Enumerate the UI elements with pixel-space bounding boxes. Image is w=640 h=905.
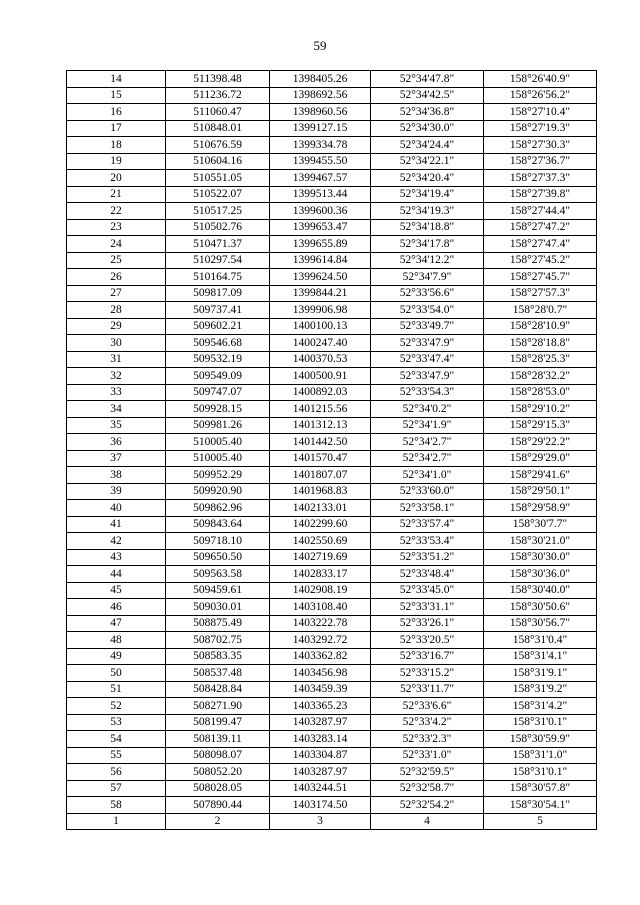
latitude-cell: 52°33'2.3" — [371, 731, 484, 748]
point-number-cell: 51 — [67, 681, 166, 698]
longitude-cell: 158°29'15.3" — [484, 417, 597, 434]
longitude-cell: 158°27'10.4" — [484, 104, 597, 121]
latitude-cell: 52°33'4.2" — [371, 714, 484, 731]
x-coordinate-cell: 509546.68 — [166, 335, 270, 352]
longitude-cell: 158°27'36.7" — [484, 153, 597, 170]
y-coordinate-cell: 1399467.57 — [270, 170, 371, 187]
y-coordinate-cell: 1403304.87 — [270, 747, 371, 764]
longitude-cell: 158°27'39.8" — [484, 186, 597, 203]
latitude-cell: 52°33'20.5" — [371, 632, 484, 649]
point-number-cell: 43 — [67, 549, 166, 566]
point-number-cell: 42 — [67, 533, 166, 550]
y-coordinate-cell: 1402133.01 — [270, 500, 371, 517]
column-number: 3 — [270, 813, 371, 830]
y-coordinate-cell: 1403287.97 — [270, 714, 371, 731]
longitude-cell: 158°30'50.6" — [484, 599, 597, 616]
y-coordinate-cell: 1399127.15 — [270, 120, 371, 137]
point-number-cell: 20 — [67, 170, 166, 187]
y-coordinate-cell: 1402299.60 — [270, 516, 371, 533]
y-coordinate-cell: 1400370.53 — [270, 351, 371, 368]
y-coordinate-cell: 1399844.21 — [270, 285, 371, 302]
point-number-cell: 47 — [67, 615, 166, 632]
y-coordinate-cell: 1398692.56 — [270, 87, 371, 104]
latitude-cell: 52°33'31.1" — [371, 599, 484, 616]
longitude-cell: 158°30'54.1" — [484, 797, 597, 814]
point-number-cell: 40 — [67, 500, 166, 517]
table-row — [67, 335, 597, 352]
latitude-cell: 52°33'47.9" — [371, 368, 484, 385]
point-number-cell: 14 — [67, 71, 166, 88]
x-coordinate-cell: 510005.40 — [166, 434, 270, 451]
y-coordinate-cell: 1403292.72 — [270, 632, 371, 649]
table-row — [67, 302, 597, 319]
x-coordinate-cell: 508428.84 — [166, 681, 270, 698]
x-coordinate-cell: 508028.05 — [166, 780, 270, 797]
point-number-cell: 19 — [67, 153, 166, 170]
table-row — [67, 120, 597, 137]
y-coordinate-cell: 1403362.82 — [270, 648, 371, 665]
latitude-cell: 52°33'48.4" — [371, 566, 484, 583]
x-coordinate-cell: 508199.47 — [166, 714, 270, 731]
latitude-cell: 52°34'22.1" — [371, 153, 484, 170]
table-row — [67, 566, 597, 583]
table-row — [67, 648, 597, 665]
y-coordinate-cell: 1400247.40 — [270, 335, 371, 352]
latitude-cell: 52°33'45.0" — [371, 582, 484, 599]
latitude-cell: 52°33'6.6" — [371, 698, 484, 715]
column-number: 5 — [484, 813, 597, 830]
y-coordinate-cell: 1403283.14 — [270, 731, 371, 748]
x-coordinate-cell: 509952.29 — [166, 467, 270, 484]
x-coordinate-cell: 510297.54 — [166, 252, 270, 269]
x-coordinate-cell: 509030.01 — [166, 599, 270, 616]
x-coordinate-cell: 508875.49 — [166, 615, 270, 632]
longitude-cell: 158°27'30.3" — [484, 137, 597, 154]
table-row — [67, 269, 597, 286]
longitude-cell: 158°31'0.4" — [484, 632, 597, 649]
point-number-cell: 15 — [67, 87, 166, 104]
x-coordinate-cell: 511236.72 — [166, 87, 270, 104]
longitude-cell: 158°30'56.7" — [484, 615, 597, 632]
table-row — [67, 368, 597, 385]
latitude-cell: 52°34'0.2" — [371, 401, 484, 418]
table-row — [67, 384, 597, 401]
longitude-cell: 158°29'41.6" — [484, 467, 597, 484]
table-row — [67, 351, 597, 368]
x-coordinate-cell: 509737.41 — [166, 302, 270, 319]
y-coordinate-cell: 1399653.47 — [270, 219, 371, 236]
point-number-cell: 36 — [67, 434, 166, 451]
table-row — [67, 632, 597, 649]
point-number-cell: 52 — [67, 698, 166, 715]
table-row — [67, 533, 597, 550]
y-coordinate-cell: 1403287.97 — [270, 764, 371, 781]
x-coordinate-cell: 508098.07 — [166, 747, 270, 764]
point-number-cell: 58 — [67, 797, 166, 814]
x-coordinate-cell: 508139.11 — [166, 731, 270, 748]
point-number-cell: 33 — [67, 384, 166, 401]
latitude-cell: 52°33'53.4" — [371, 533, 484, 550]
table-row — [67, 153, 597, 170]
table-row — [67, 401, 597, 418]
x-coordinate-cell: 510551.05 — [166, 170, 270, 187]
longitude-cell: 158°28'25.3" — [484, 351, 597, 368]
longitude-cell: 158°31'1.0" — [484, 747, 597, 764]
x-coordinate-cell: 510604.16 — [166, 153, 270, 170]
point-number-cell: 25 — [67, 252, 166, 269]
x-coordinate-cell: 511398.48 — [166, 71, 270, 88]
longitude-cell: 158°30'21.0" — [484, 533, 597, 550]
point-number-cell: 57 — [67, 780, 166, 797]
latitude-cell: 52°34'19.3" — [371, 203, 484, 220]
point-number-cell: 22 — [67, 203, 166, 220]
table-row — [67, 104, 597, 121]
x-coordinate-cell: 509459.61 — [166, 582, 270, 599]
longitude-cell: 158°29'22.2" — [484, 434, 597, 451]
point-number-cell: 46 — [67, 599, 166, 616]
x-coordinate-cell: 509747.07 — [166, 384, 270, 401]
longitude-cell: 158°27'45.2" — [484, 252, 597, 269]
latitude-cell: 52°33'47.4" — [371, 351, 484, 368]
coordinates-table — [66, 70, 597, 830]
longitude-cell: 158°26'56.2" — [484, 87, 597, 104]
table-row — [67, 137, 597, 154]
point-number-cell: 37 — [67, 450, 166, 467]
longitude-cell: 158°30'7.7" — [484, 516, 597, 533]
latitude-cell: 52°34'20.4" — [371, 170, 484, 187]
x-coordinate-cell: 508583.35 — [166, 648, 270, 665]
x-coordinate-cell: 508052.20 — [166, 764, 270, 781]
y-coordinate-cell: 1401807.07 — [270, 467, 371, 484]
x-coordinate-cell: 509817.09 — [166, 285, 270, 302]
point-number-cell: 21 — [67, 186, 166, 203]
point-number-cell: 48 — [67, 632, 166, 649]
longitude-cell: 158°30'59.9" — [484, 731, 597, 748]
longitude-cell: 158°28'10.9" — [484, 318, 597, 335]
point-number-cell: 55 — [67, 747, 166, 764]
latitude-cell: 52°34'1.9" — [371, 417, 484, 434]
table-row — [67, 170, 597, 187]
table-row — [67, 219, 597, 236]
longitude-cell: 158°27'19.3" — [484, 120, 597, 137]
y-coordinate-cell: 1399624.50 — [270, 269, 371, 286]
column-number: 1 — [67, 813, 166, 830]
table-row — [67, 615, 597, 632]
longitude-cell: 158°31'9.1" — [484, 665, 597, 682]
point-number-cell: 24 — [67, 236, 166, 253]
y-coordinate-cell: 1399455.50 — [270, 153, 371, 170]
longitude-cell: 158°31'9.2" — [484, 681, 597, 698]
y-coordinate-cell: 1402833.17 — [270, 566, 371, 583]
x-coordinate-cell: 510502.76 — [166, 219, 270, 236]
latitude-cell: 52°33'56.6" — [371, 285, 484, 302]
x-coordinate-cell: 510005.40 — [166, 450, 270, 467]
longitude-cell: 158°28'0.7" — [484, 302, 597, 319]
point-number-cell: 45 — [67, 582, 166, 599]
latitude-cell: 52°34'1.0" — [371, 467, 484, 484]
latitude-cell: 52°34'47.8" — [371, 71, 484, 88]
table-row — [67, 203, 597, 220]
table-row — [67, 318, 597, 335]
longitude-cell: 158°31'4.2" — [484, 698, 597, 715]
page-number: 59 — [313, 38, 327, 53]
point-number-cell: 16 — [67, 104, 166, 121]
y-coordinate-cell: 1403174.50 — [270, 797, 371, 814]
table-row — [67, 549, 597, 566]
y-coordinate-cell: 1400892.03 — [270, 384, 371, 401]
latitude-cell: 52°33'11.7" — [371, 681, 484, 698]
point-number-cell: 26 — [67, 269, 166, 286]
latitude-cell: 52°34'42.5" — [371, 87, 484, 104]
latitude-cell: 52°34'17.8" — [371, 236, 484, 253]
point-number-cell: 38 — [67, 467, 166, 484]
x-coordinate-cell: 509862.96 — [166, 500, 270, 517]
table-row — [67, 665, 597, 682]
x-coordinate-cell: 509843.64 — [166, 516, 270, 533]
latitude-cell: 52°34'36.8" — [371, 104, 484, 121]
table-row — [67, 450, 597, 467]
longitude-cell: 158°30'36.0" — [484, 566, 597, 583]
point-number-cell: 39 — [67, 483, 166, 500]
latitude-cell: 52°33'16.7" — [371, 648, 484, 665]
table-row — [67, 285, 597, 302]
point-number-cell: 29 — [67, 318, 166, 335]
x-coordinate-cell: 509718.10 — [166, 533, 270, 550]
longitude-cell: 158°31'0.1" — [484, 764, 597, 781]
latitude-cell: 52°34'2.7" — [371, 434, 484, 451]
point-number-cell: 17 — [67, 120, 166, 137]
latitude-cell: 52°33'54.3" — [371, 384, 484, 401]
longitude-cell: 158°31'0.1" — [484, 714, 597, 731]
table-row — [67, 87, 597, 104]
x-coordinate-cell: 508702.75 — [166, 632, 270, 649]
x-coordinate-cell: 510471.37 — [166, 236, 270, 253]
y-coordinate-cell: 1403365.23 — [270, 698, 371, 715]
table-row — [67, 71, 597, 88]
longitude-cell: 158°29'58.9" — [484, 500, 597, 517]
x-coordinate-cell: 509602.21 — [166, 318, 270, 335]
table-row — [67, 186, 597, 203]
longitude-cell: 158°29'50.1" — [484, 483, 597, 500]
x-coordinate-cell: 509928.15 — [166, 401, 270, 418]
table-row — [67, 467, 597, 484]
column-number: 4 — [371, 813, 484, 830]
y-coordinate-cell: 1398405.26 — [270, 71, 371, 88]
column-number: 2 — [166, 813, 270, 830]
x-coordinate-cell: 509981.26 — [166, 417, 270, 434]
table-row — [67, 731, 597, 748]
x-coordinate-cell: 509920.90 — [166, 483, 270, 500]
table-row — [67, 747, 597, 764]
x-coordinate-cell: 510848.01 — [166, 120, 270, 137]
table-row — [67, 483, 597, 500]
latitude-cell: 52°33'15.2" — [371, 665, 484, 682]
point-number-cell: 50 — [67, 665, 166, 682]
x-coordinate-cell: 508537.48 — [166, 665, 270, 682]
latitude-cell: 52°33'1.0" — [371, 747, 484, 764]
y-coordinate-cell: 1399655.89 — [270, 236, 371, 253]
longitude-cell: 158°27'37.3" — [484, 170, 597, 187]
y-coordinate-cell: 1399513.44 — [270, 186, 371, 203]
table-row — [67, 434, 597, 451]
latitude-cell: 52°34'24.4" — [371, 137, 484, 154]
latitude-cell: 52°34'2.7" — [371, 450, 484, 467]
y-coordinate-cell: 1403108.40 — [270, 599, 371, 616]
latitude-cell: 52°32'54.2" — [371, 797, 484, 814]
point-number-cell: 41 — [67, 516, 166, 533]
latitude-cell: 52°33'58.1" — [371, 500, 484, 517]
longitude-cell: 158°27'47.2" — [484, 219, 597, 236]
latitude-cell: 52°33'47.9" — [371, 335, 484, 352]
latitude-cell: 52°34'30.0" — [371, 120, 484, 137]
y-coordinate-cell: 1401570.47 — [270, 450, 371, 467]
latitude-cell: 52°34'7.9" — [371, 269, 484, 286]
point-number-cell: 23 — [67, 219, 166, 236]
latitude-cell: 52°33'49.7" — [371, 318, 484, 335]
y-coordinate-cell: 1400500.91 — [270, 368, 371, 385]
longitude-cell: 158°27'44.4" — [484, 203, 597, 220]
table-row — [67, 599, 597, 616]
y-coordinate-cell: 1399614.84 — [270, 252, 371, 269]
longitude-cell: 158°29'10.2" — [484, 401, 597, 418]
longitude-cell: 158°29'29.0" — [484, 450, 597, 467]
x-coordinate-cell: 509532.19 — [166, 351, 270, 368]
point-number-cell: 56 — [67, 764, 166, 781]
table-row — [67, 681, 597, 698]
latitude-cell: 52°32'59.5" — [371, 764, 484, 781]
table-row — [67, 582, 597, 599]
point-number-cell: 30 — [67, 335, 166, 352]
y-coordinate-cell: 1399906.98 — [270, 302, 371, 319]
y-coordinate-cell: 1401442.50 — [270, 434, 371, 451]
point-number-cell: 34 — [67, 401, 166, 418]
point-number-cell: 44 — [67, 566, 166, 583]
table-row — [67, 780, 597, 797]
x-coordinate-cell: 509650.50 — [166, 549, 270, 566]
x-coordinate-cell: 510517.25 — [166, 203, 270, 220]
y-coordinate-cell: 1402719.69 — [270, 549, 371, 566]
table-row — [67, 417, 597, 434]
longitude-cell: 158°27'47.4" — [484, 236, 597, 253]
longitude-cell: 158°30'57.8" — [484, 780, 597, 797]
x-coordinate-cell: 507890.44 — [166, 797, 270, 814]
longitude-cell: 158°27'57.3" — [484, 285, 597, 302]
y-coordinate-cell: 1403456.98 — [270, 665, 371, 682]
y-coordinate-cell: 1400100.13 — [270, 318, 371, 335]
latitude-cell: 52°33'60.0" — [371, 483, 484, 500]
point-number-cell: 28 — [67, 302, 166, 319]
coordinates-table-body — [67, 71, 597, 814]
table-row — [67, 236, 597, 253]
x-coordinate-cell: 510164.75 — [166, 269, 270, 286]
point-number-cell: 35 — [67, 417, 166, 434]
latitude-cell: 52°32'58.7" — [371, 780, 484, 797]
latitude-cell: 52°34'12.2" — [371, 252, 484, 269]
y-coordinate-cell: 1401968.83 — [270, 483, 371, 500]
latitude-cell: 52°33'26.1" — [371, 615, 484, 632]
longitude-cell: 158°26'40.9" — [484, 71, 597, 88]
y-coordinate-cell: 1398960.56 — [270, 104, 371, 121]
longitude-cell: 158°28'18.8" — [484, 335, 597, 352]
point-number-cell: 18 — [67, 137, 166, 154]
x-coordinate-cell: 508271.90 — [166, 698, 270, 715]
longitude-cell: 158°28'53.0" — [484, 384, 597, 401]
table-row — [67, 252, 597, 269]
y-coordinate-cell: 1403459.39 — [270, 681, 371, 698]
y-coordinate-cell: 1399600.36 — [270, 203, 371, 220]
table-row — [67, 516, 597, 533]
latitude-cell: 52°34'19.4" — [371, 186, 484, 203]
point-number-cell: 31 — [67, 351, 166, 368]
y-coordinate-cell: 1401215.56 — [270, 401, 371, 418]
table-row — [67, 714, 597, 731]
x-coordinate-cell: 509549.09 — [166, 368, 270, 385]
y-coordinate-cell: 1402550.69 — [270, 533, 371, 550]
column-number-row — [67, 813, 597, 830]
latitude-cell: 52°34'18.8" — [371, 219, 484, 236]
point-number-cell: 49 — [67, 648, 166, 665]
x-coordinate-cell: 511060.47 — [166, 104, 270, 121]
x-coordinate-cell: 510522.07 — [166, 186, 270, 203]
table-row — [67, 797, 597, 814]
latitude-cell: 52°33'54.0" — [371, 302, 484, 319]
point-number-cell: 54 — [67, 731, 166, 748]
point-number-cell: 27 — [67, 285, 166, 302]
y-coordinate-cell: 1402908.19 — [270, 582, 371, 599]
x-coordinate-cell: 509563.58 — [166, 566, 270, 583]
longitude-cell: 158°27'45.7" — [484, 269, 597, 286]
table-row — [67, 764, 597, 781]
longitude-cell: 158°28'32.2" — [484, 368, 597, 385]
longitude-cell: 158°30'30.0" — [484, 549, 597, 566]
latitude-cell: 52°33'51.2" — [371, 549, 484, 566]
y-coordinate-cell: 1401312.13 — [270, 417, 371, 434]
point-number-cell: 32 — [67, 368, 166, 385]
longitude-cell: 158°31'4.1" — [484, 648, 597, 665]
longitude-cell: 158°30'40.0" — [484, 582, 597, 599]
latitude-cell: 52°33'57.4" — [371, 516, 484, 533]
point-number-cell: 53 — [67, 714, 166, 731]
table-row — [67, 698, 597, 715]
x-coordinate-cell: 510676.59 — [166, 137, 270, 154]
table-row — [67, 500, 597, 517]
y-coordinate-cell: 1399334.78 — [270, 137, 371, 154]
y-coordinate-cell: 1403222.78 — [270, 615, 371, 632]
y-coordinate-cell: 1403244.51 — [270, 780, 371, 797]
